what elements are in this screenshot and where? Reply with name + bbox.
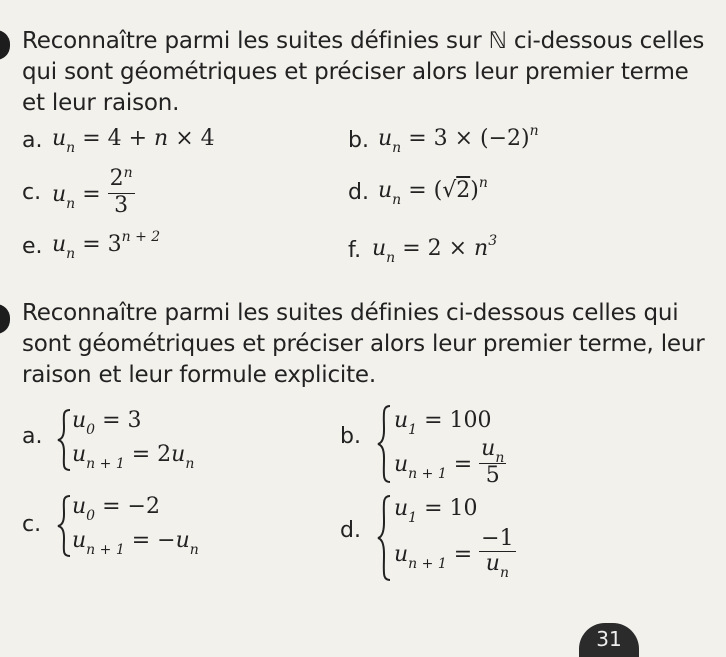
ex2-item-b-line1: $u_1 = 100$ xyxy=(394,408,492,438)
brace-icon xyxy=(56,408,72,472)
brace-icon xyxy=(56,494,72,558)
ex2-item-b-line2: $u_{n + 1}$ = $\frac{u_n}{5}$ xyxy=(394,436,505,488)
ex2-item-a-line1: $u_0 = 3$ xyxy=(72,408,142,438)
exercise-1-instruction: Reconnaître parmi les suites définies sur ℕ ci-dessous celles qui sont géométriques et préciser alors leur premier terme et leur raison. xyxy=(22,28,705,116)
ex1-item-a-formula: $u_n = 4 + n \times 4$ xyxy=(52,126,215,156)
item-label: a. xyxy=(22,128,43,153)
ex2-item-a-line2: $u_{n + 1} = 2u_n$ xyxy=(72,442,195,472)
ex1-item-e-formula: $u_n = 3^{n + 2}$ xyxy=(52,229,161,262)
exercise-2-instruction: Reconnaître parmi les suites définies ci-dessous celles qui sont géométriques et préciser alors leur premier terme, leur raison et leur formule explicite. xyxy=(22,300,705,388)
ex2-item-c-line2: $u_{n + 1} = -u_n$ xyxy=(72,528,199,558)
page-number: 31 xyxy=(579,623,639,657)
ex2-item-d-line1: $u_1 = 10$ xyxy=(394,496,478,526)
ex1-item-d-formula: $u_n = (√2)^n$ xyxy=(378,175,488,208)
item-label: b. xyxy=(348,128,369,153)
brace-icon xyxy=(376,494,392,582)
item-label: e. xyxy=(22,234,43,259)
ex2-item-d-line2: $u_{n + 1}$ = $\frac{-1}{u_n}$ xyxy=(394,526,514,581)
ex1-item-f-formula: $u_n = 2 \times n^3$ xyxy=(372,233,498,266)
item-label: d. xyxy=(348,180,369,205)
exercise-marker xyxy=(0,304,10,334)
item-label: f. xyxy=(348,238,362,263)
ex1-item-b-formula: $u_n = 3 \times (-2)^n$ xyxy=(378,123,539,156)
item-label: a. xyxy=(22,424,43,449)
item-label: c. xyxy=(22,180,42,205)
brace-icon xyxy=(376,404,392,484)
item-label: d. xyxy=(340,518,361,543)
item-label: c. xyxy=(22,512,42,537)
ex2-item-c-line1: $u_0 = -2$ xyxy=(72,494,160,524)
exercise-marker xyxy=(0,30,10,60)
item-label: b. xyxy=(340,424,361,449)
ex1-item-c-formula: $u_n$ = $\frac{2^n}{3}$ xyxy=(52,165,133,218)
